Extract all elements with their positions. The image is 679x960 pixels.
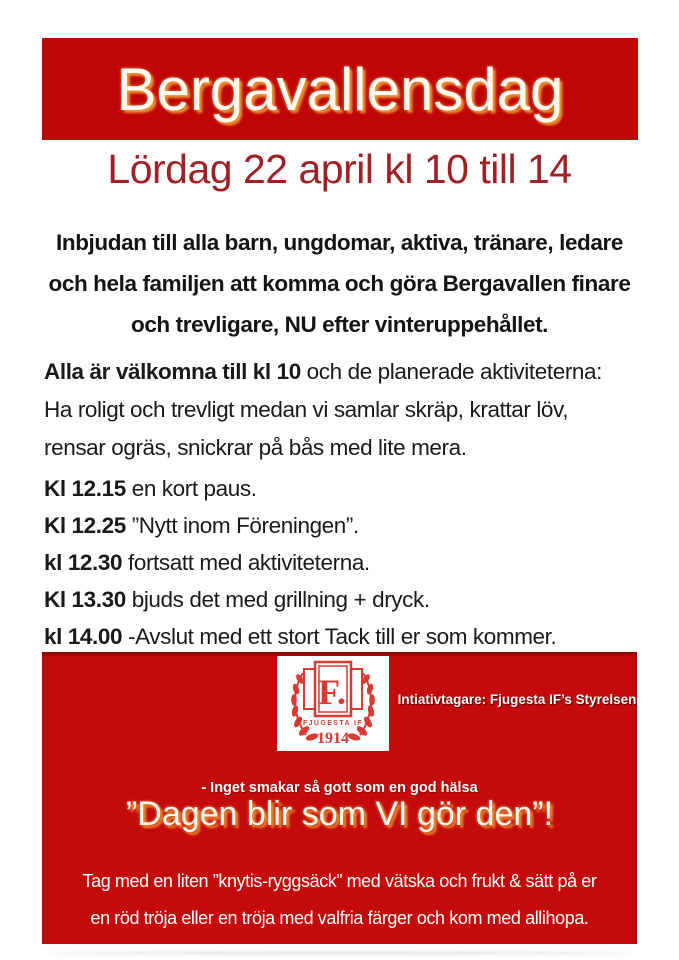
motto-quote: ”Dagen blir som VI gör den”! [125,795,554,833]
schedule-time: kl 12.30 [44,550,123,575]
schedule-text: bjuds det med grillning + dryck. [125,587,430,612]
intro-line: och hela familjen att komma och göra Bergavallen finare [48,271,631,296]
schedule-item [44,544,644,581]
closing-line: en röd tröja eller en tröja med valfria färger och kom med allihopa. [90,908,589,928]
schedule-item [44,470,644,507]
fjugesta-if-logo [277,656,389,751]
schedule-time: Kl 13.30 [44,587,126,612]
schedule-item [44,507,644,544]
schedule-time: kl 14.00 [44,624,123,649]
activities-lead: Alla är välkomna till kl 10 [44,359,301,384]
schedule-item [44,581,644,618]
schedule-item [44,618,644,655]
activities-lead-rest: och de planerade aktiviteterna: [300,359,602,384]
page-title: Bergavallensdag [116,55,564,123]
club-crest-icon [277,656,389,751]
schedule-text: -Avslut med ett stort Tack till er som kommer. [122,624,557,649]
logo-club-name: FJUGESTA IF [302,720,364,727]
intro-paragraph [0,222,679,345]
logo-letter: F. [318,672,346,712]
health-tagline: - Inget smakar så gott som en god hälsa [201,780,478,796]
page-bottom-shadow [48,951,632,955]
activities-line: Ha roligt och trevligt medan vi samlar skräp, krattar löv, [44,397,569,422]
intro-line: Inbjudan till alla barn, ungdomar, aktiva, tränare, ledare [56,230,623,255]
event-date-subtitle: Lördag 22 april kl 10 till 14 [107,146,572,192]
logo-year: 1914 [317,730,349,747]
initiator-text: Intiativtagare: Fjugesta IF’s Styrelsen [397,692,637,707]
schedule-text: ”Nytt inom Föreningen”. [125,513,359,538]
activities-line: rensar ogräs, snickrar på bås med lite mera. [44,435,467,460]
footer-banner [42,652,637,944]
schedule-time: Kl 12.25 [44,513,126,538]
schedule-time: Kl 12.15 [44,476,126,501]
closing-line: Tag med en liten ”knytis-ryggsäck” med vätska och frukt & sätt på er [82,871,597,891]
activities-paragraph [44,353,644,467]
schedule-text: fortsatt med aktiviteterna. [122,550,370,575]
header-banner [42,38,638,140]
activities-lead-line [44,353,644,391]
schedule-list [44,470,644,655]
intro-line: och trevligare, NU efter vinteruppehållet. [130,312,549,337]
closing-instructions [42,863,637,937]
schedule-text: en kort paus. [125,476,257,501]
